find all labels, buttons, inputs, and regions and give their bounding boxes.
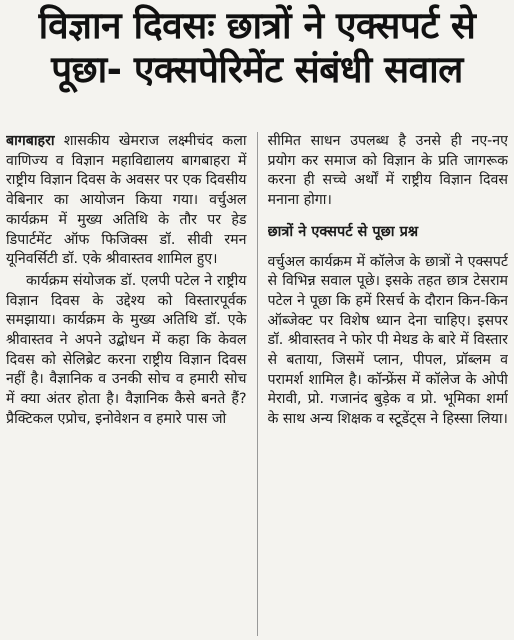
paragraph-2: कार्यक्रम संयोजक डॉ. एलपी पटेल ने राष्ट्रीय विज्ञान दिवस के उद्देश्य को विस्तारपूर्वक समझाया। कार्यक्रम के मुख्य अतिथि डॉ. एके श्रीवास्तव ने अपने उद्बोधन में कहा कि केवल दिवस को सेलिब्रेट करना राष्ट्रीय विज्ञान दिवस नहीं है। वैज्ञानिक व उनकी सोच व हमारी सोच में क्या अंतर होता है। वैज्ञानिक कैसे बनते हैं? प्रैक्टिकल एप्रोच, इनोवेशन व हमारे पास जो [6,272,247,427]
headline [6,4,508,91]
article-body [6,132,508,636]
paragraph-3: सीमित साधन उपलब्ध है उनसे ही नए-नए प्रयोग कर समाज को विज्ञान के प्रति जागरूक करना ही सच्चे अर्थों में राष्ट्रीय विज्ञान दिवस मनाना होगा। [267,133,508,209]
subheading: छात्रों ने एक्सपर्ट से पूछा प्रश्न [267,223,419,240]
left-column [6,132,247,636]
column-divider [257,132,258,636]
paragraph-1 [6,132,247,270]
headline-line-2: पूछा- एक्सपेरिमेंट संबंधी सवाल [51,47,463,91]
headline-line-1: विज्ञान दिवसः छात्रों ने एक्सपर्ट से [38,4,476,47]
dateline: बागबाहरा [6,133,55,149]
paragraph-1-text: शासकीय खेमराज लक्ष्मीचंद कला वाणिज्य व विज्ञान महाविद्यालय बागबाहरा में राष्ट्रीय विज्ञान दिवस के अवसर पर एक दिवसीय वेबिनार का आयोजन किया गया। वर्चुअल कार्यक्रम में मुख्य अतिथि के तौर पर हेड डिपार्टमेंट ऑफ फिजिक्स डॉ. सीवी रमन यूनिवर्सिटी डॉ. एके श्रीवास्तव शामिल हुए। [6,133,247,268]
right-column [268,132,509,636]
paragraph-4: वर्चुअल कार्यक्रम में कॉलेज के छात्रों ने एक्सपर्ट से विभिन्न सवाल पूछे। इसके तहत छात्र टेसराम पटेल ने पूछा कि हमें रिसर्च के दौरान किन-किन ऑब्जेक्ट पर विशेष ध्यान देना चाहिए। इसपर डॉ. श्रीवास्तव ने फोर पी मेथड के बारे में विस्तार से बताया, जिसमें प्लान, पीपल, प्रॉब्लम व परामर्श शामिल है। कॉन्फ्रेंस में कॉलेज के ओपी मेरावी, प्रो. गजानंद बुड़ेक व प्रो. भूमिका शर्मा के साथ अन्य शिक्षक व स्टूडेंट्स ने हिस्सा लिया। [267,253,508,428]
